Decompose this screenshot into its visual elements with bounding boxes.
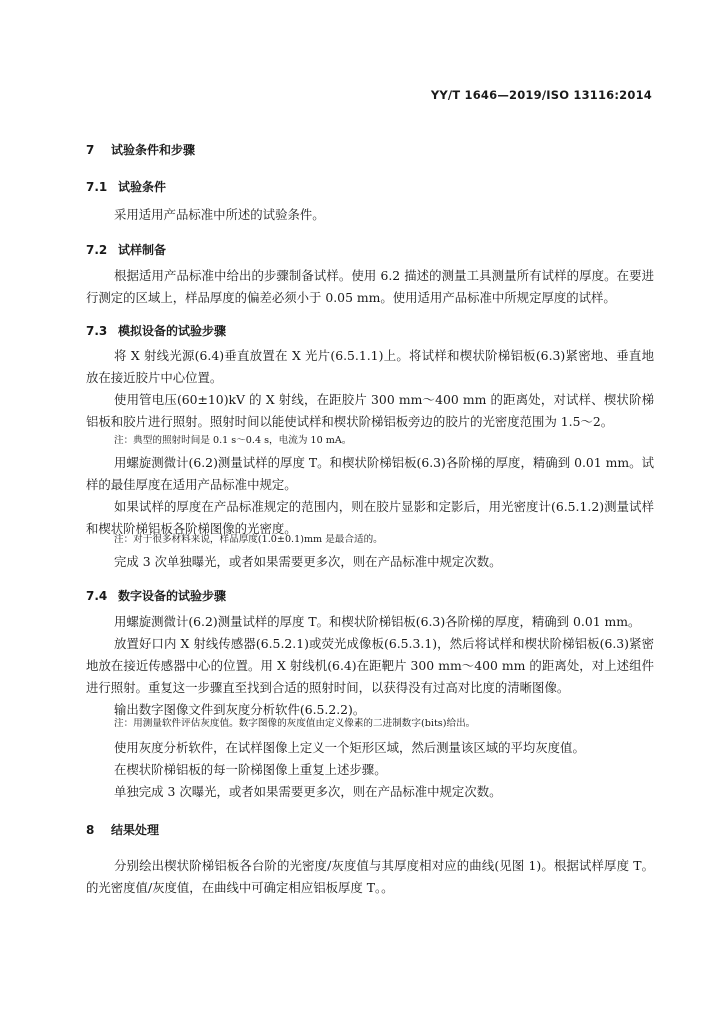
note: 注：用测量软件评估灰度值。数字图像的灰度值由定义像素的二进制数字(bits)给出。 xyxy=(114,718,476,729)
paragraph: 将 X 射线光源(6.4)垂直放置在 X 光片(6.5.1.1)上。将试样和楔状阶梯铝板(6.3)紧密地、垂直地放在接近胶片中心位置。 xyxy=(86,348,654,385)
section-title: 数字设备的试验步骤 xyxy=(118,589,227,603)
section-title: 试样制备 xyxy=(118,243,167,257)
paragraph: 用螺旋测微计(6.2)测量试样的厚度 T。和楔状阶梯铝板(6.3)各阶梯的厚度，精确到 0.01 mm。 xyxy=(114,614,641,629)
section-7-3-heading xyxy=(86,322,226,339)
section-7-4-heading xyxy=(86,587,226,604)
paragraph: 放置好口内 X 射线传感器(6.5.2.1)或荧光成像板(6.5.3.1)，然后将试样和楔状阶梯铝板(6.3)紧密地放在接近传感器中心的位置。用 X 射线机(6.4)在距靶片 300 mm～400 mm 的距离处，对上述组件进行照射。重复这一步骤直至找到合适的照射时间，以获得没有过高对比度的清晰图像。 xyxy=(86,636,654,695)
section-number: 7.2 xyxy=(86,243,108,257)
section-number: 7.4 xyxy=(86,589,108,603)
standard-number-header: YY/T 1646—2019/ISO 13116:2014 xyxy=(430,88,652,102)
paragraph: 分别绘出楔状阶梯铝板各台阶的光密度/灰度值与其厚度相对应的曲线(见图 1)。根据试样厚度 T。的光密度值/灰度值，在曲线中可确定相应铝板厚度 T。。 xyxy=(86,858,654,895)
section-title: 模拟设备的试验步骤 xyxy=(118,324,227,338)
note: 注：典型的照射时间是 0.1 s～0.4 s，电流为 10 mA。 xyxy=(114,435,352,446)
paragraph: 用螺旋测微计(6.2)测量试样的厚度 T。和楔状阶梯铝板(6.3)各阶梯的厚度，精确到 0.01 mm。试样的最佳厚度在适用产品标准中规定。 xyxy=(86,455,654,492)
section-7-1-heading xyxy=(86,178,166,195)
paragraph: 单独完成 3 次曝光，或者如果需要更多次，则在产品标准中规定次数。 xyxy=(114,784,502,799)
section-number: 8 xyxy=(86,823,95,837)
paragraph: 输出数字图像文件到灰度分析软件(6.5.2.2)。 xyxy=(114,702,366,717)
paragraph: 如果试样的厚度在产品标准规定的范围内，则在胶片显影和定影后，用光密度计(6.5.1.2)测量试样和楔状阶梯铝板各阶梯图像的光密度。 xyxy=(86,499,654,536)
paragraph: 采用适用产品标准中所述的试验条件。 xyxy=(114,207,325,222)
section-8-heading xyxy=(86,821,159,838)
section-number: 7.3 xyxy=(86,324,108,338)
paragraph: 使用灰度分析软件，在试样图像上定义一个矩形区域，然后测量该区域的平均灰度值。 xyxy=(114,740,585,755)
section-number: 7.1 xyxy=(86,180,108,194)
paragraph: 在楔状阶梯铝板的每一阶梯图像上重复上述步骤。 xyxy=(114,762,387,777)
paragraph: 完成 3 次单独曝光，或者如果需要更多次，则在产品标准中规定次数。 xyxy=(114,554,502,569)
paragraph: 根据适用产品标准中给出的步骤制备试样。使用 6.2 描述的测量工具测量所有试样的厚度。在要进行测定的区域上，样品厚度的偏差必须小于 0.05 mm。使用适用产品标准中所规定厚度的试样。 xyxy=(86,268,654,305)
paragraph: 使用管电压(60±10)kV 的 X 射线，在距胶片 300 mm～400 mm 的距离处，对试样、楔状阶梯铝板和胶片进行照射。照射时间以能使试样和楔状阶梯铝板旁边的胶片的光密度范围为 1.5～2。 xyxy=(86,392,654,429)
section-number: 7 xyxy=(86,143,95,157)
section-7-2-heading xyxy=(86,241,166,258)
note: 注：对于很多材料来说，样品厚度(1.0±0.1)mm 是最合适的。 xyxy=(114,534,383,545)
section-title: 结果处理 xyxy=(111,823,160,837)
section-title: 试验条件和步骤 xyxy=(111,143,196,157)
section-title: 试验条件 xyxy=(118,180,167,194)
section-7-heading xyxy=(86,141,195,158)
